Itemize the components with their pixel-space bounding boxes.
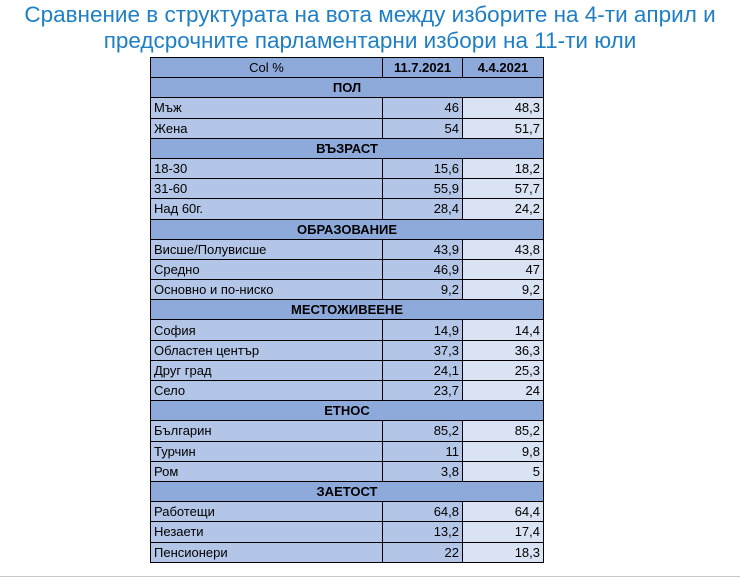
value-11-7-2021: 15,6 [383,158,463,178]
table-row [151,461,544,481]
row-label: Село [151,381,383,401]
table-row [151,441,544,461]
table-row [151,421,544,441]
table-row [151,259,544,279]
table-row [151,340,544,360]
value-4-4-2021: 24,2 [463,199,544,219]
section-header-row [151,78,544,98]
value-11-7-2021: 64,8 [383,502,463,522]
row-label: Пенсионери [151,542,383,562]
value-11-7-2021: 24,1 [383,360,463,380]
value-11-7-2021: 14,9 [383,320,463,340]
section-title: ВЪЗРАСТ [151,138,544,158]
row-label: 31-60 [151,179,383,199]
value-11-7-2021: 3,8 [383,461,463,481]
table-row [151,522,544,542]
row-label: Турчин [151,441,383,461]
demographics-table [150,57,544,563]
row-label: Българин [151,421,383,441]
title-line-2: предсрочните парламентарни избори на 11-ти юли [103,28,637,53]
row-label: Мъж [151,98,383,118]
value-4-4-2021: 18,3 [463,542,544,562]
value-11-7-2021: 22 [383,542,463,562]
value-4-4-2021: 25,3 [463,360,544,380]
table-row [151,320,544,340]
value-4-4-2021: 51,7 [463,118,544,138]
row-label: Работещи [151,502,383,522]
value-4-4-2021: 48,3 [463,98,544,118]
title-line-1: Сравнение в структурата на вота между изборите на 4-ти април и [24,2,716,27]
section-header-row [151,300,544,320]
row-label: Жена [151,118,383,138]
value-4-4-2021: 57,7 [463,179,544,199]
value-11-7-2021: 46,9 [383,259,463,279]
row-label: Висше/Полувисше [151,239,383,259]
section-title: ЗАЕТОСТ [151,481,544,501]
row-label: Областен център [151,340,383,360]
table-row [151,280,544,300]
page-title [0,2,740,54]
row-label: Ром [151,461,383,481]
value-11-7-2021: 46 [383,98,463,118]
section-title: ПОЛ [151,78,544,98]
value-4-4-2021: 14,4 [463,320,544,340]
section-title: МЕСТОЖИВЕЕНЕ [151,300,544,320]
value-11-7-2021: 43,9 [383,239,463,259]
value-4-4-2021: 43,8 [463,239,544,259]
section-header-row [151,481,544,501]
table-row [151,381,544,401]
value-4-4-2021: 17,4 [463,522,544,542]
row-label: София [151,320,383,340]
table-row [151,360,544,380]
row-label: Средно [151,259,383,279]
section-title: ЕТНОС [151,401,544,421]
table-row [151,179,544,199]
value-11-7-2021: 23,7 [383,381,463,401]
value-11-7-2021: 85,2 [383,421,463,441]
bottom-divider [0,576,740,577]
table-row [151,542,544,562]
table-row [151,158,544,178]
section-header-row [151,219,544,239]
value-4-4-2021: 5 [463,461,544,481]
section-title: ОБРАЗОВАНИЕ [151,219,544,239]
row-label: Друг град [151,360,383,380]
value-11-7-2021: 55,9 [383,179,463,199]
header-col-pct: Col % [151,58,383,78]
table-header-row [151,58,544,78]
table-row [151,118,544,138]
row-label: Незаети [151,522,383,542]
value-4-4-2021: 47 [463,259,544,279]
value-4-4-2021: 9,8 [463,441,544,461]
value-11-7-2021: 9,2 [383,280,463,300]
value-11-7-2021: 28,4 [383,199,463,219]
header-date-1: 11.7.2021 [383,58,463,78]
value-4-4-2021: 24 [463,381,544,401]
row-label: Над 60г. [151,199,383,219]
value-4-4-2021: 64,4 [463,502,544,522]
value-11-7-2021: 37,3 [383,340,463,360]
value-4-4-2021: 36,3 [463,340,544,360]
section-header-row [151,401,544,421]
table-row [151,239,544,259]
value-11-7-2021: 13,2 [383,522,463,542]
value-4-4-2021: 85,2 [463,421,544,441]
table-row [151,502,544,522]
section-header-row [151,138,544,158]
value-4-4-2021: 9,2 [463,280,544,300]
table-row [151,98,544,118]
table-row [151,199,544,219]
header-date-2: 4.4.2021 [463,58,544,78]
row-label: Основно и по-ниско [151,280,383,300]
value-11-7-2021: 54 [383,118,463,138]
value-4-4-2021: 18,2 [463,158,544,178]
row-label: 18-30 [151,158,383,178]
value-11-7-2021: 11 [383,441,463,461]
